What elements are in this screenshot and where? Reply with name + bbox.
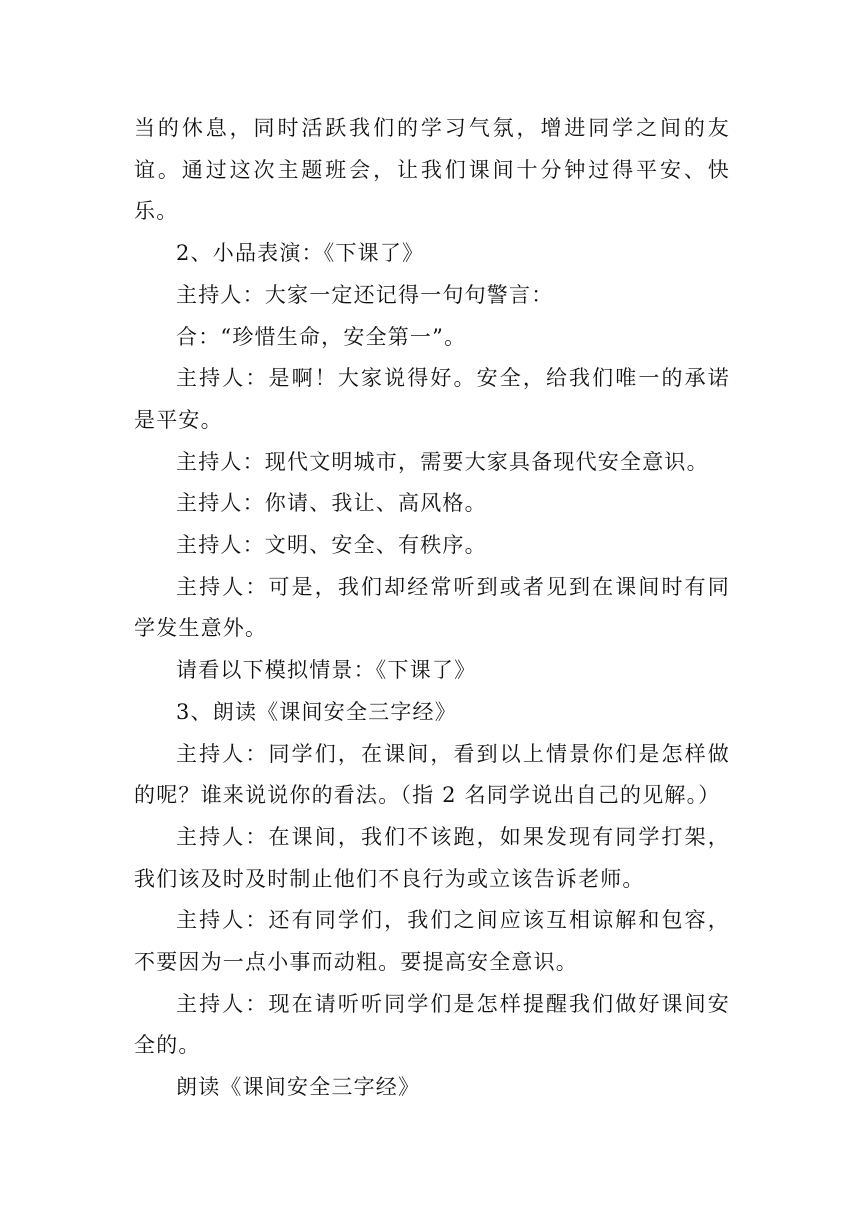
paragraph: 主持人：现代文明城市，需要大家具备现代安全意识。 <box>176 449 709 474</box>
paragraph: 主持人：还有同学们，我们之间应该互相谅解和包容，不要因为一点小事而动粗。要提高安全意识。 <box>134 908 730 975</box>
paragraph: 主持人：同学们，在课间，看到以上情景你们是怎样做的呢？谁来说说你的看法。（指 2 名同学说出自己的见解。） <box>134 741 730 808</box>
paragraph: 主持人：是啊！大家说得好。安全，给我们唯一的承诺是平安。 <box>134 366 730 432</box>
section-heading: 2、小品表演：《下课了》 <box>176 241 425 266</box>
paragraph: 主持人：大家一定还记得一句句警言： <box>176 282 554 307</box>
paragraph: 主持人：文明、安全、有秩序。 <box>176 533 487 558</box>
document-page <box>134 108 730 1109</box>
paragraph: 主持人：你请、我让、高风格。 <box>176 491 487 516</box>
paragraph: 请看以下模拟情景：《下课了》 <box>176 658 477 683</box>
section-heading: 3、朗读《课间安全三字经》 <box>176 699 457 724</box>
paragraph: 主持人：可是，我们却经常听到或者见到在课间时有同学发生意外。 <box>134 574 730 641</box>
paragraph: 主持人：在课间，我们不该跑，如果发现有同学打架，我们该及时及时制止他们不良行为或立该告诉老师。 <box>134 824 730 891</box>
paragraph: 朗读《课间安全三字经》 <box>176 1075 421 1100</box>
paragraph: 主持人：现在请听听同学们是怎样提醒我们做好课间安全的。 <box>134 991 730 1058</box>
paragraph: 当的休息，同时活跃我们的学习气氛，增进同学之间的友谊。通过这次主题班会，让我们课间十分钟过得平安、快乐。 <box>134 116 730 224</box>
paragraph: 合：“珍惜生命，安全第一”。 <box>176 324 467 349</box>
